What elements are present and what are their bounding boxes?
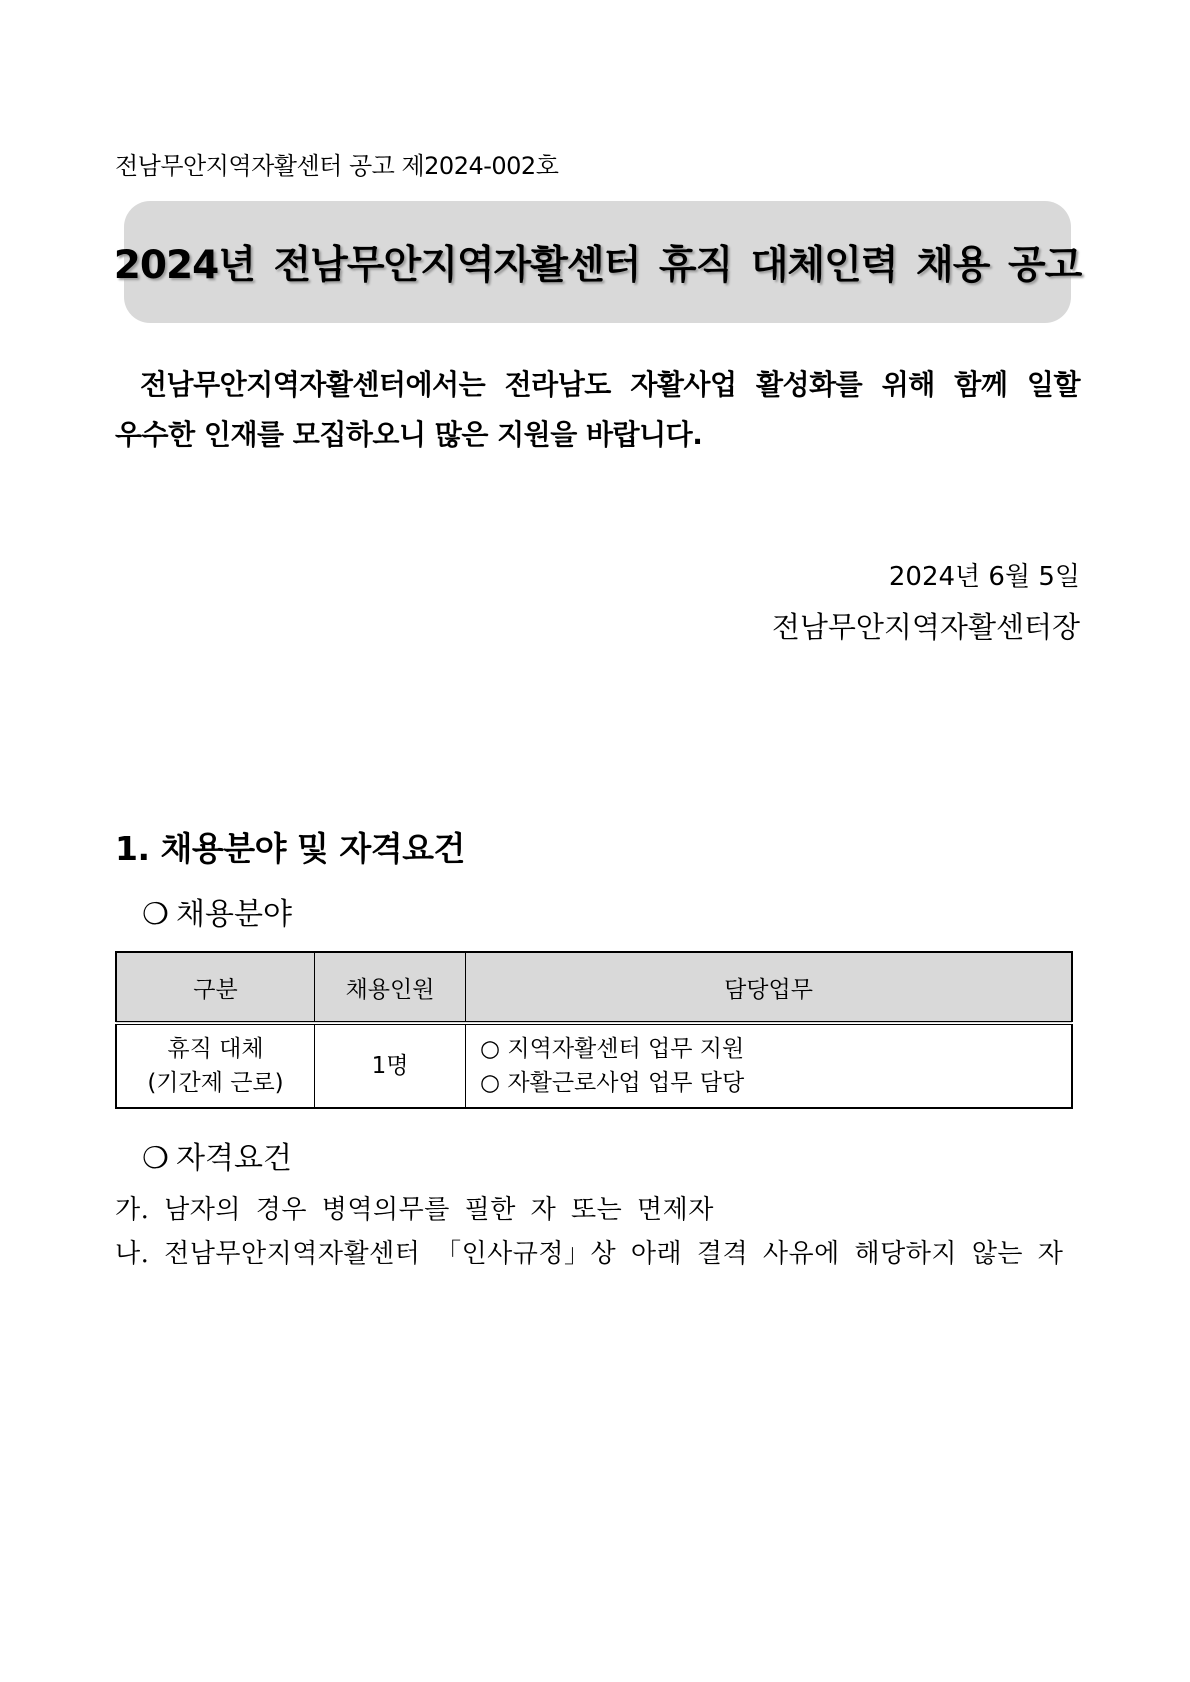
recruitment-table — [115, 951, 1073, 1109]
section-heading: 1. 채용분야 및 자격요건 — [115, 829, 465, 868]
bullet-icon: ❍ — [142, 897, 169, 932]
duty-item: ○ 자활근로사업 업무 담당 — [480, 1070, 745, 1096]
cell-category — [116, 1023, 315, 1108]
category-line-2: (기간제 근로) — [147, 1070, 284, 1096]
list-item: 나. 전남무안지역자활센터 「인사규정」상 아래 결격 사유에 해당하지 않는 자 — [115, 1239, 1064, 1269]
cell-count: 1명 — [315, 1023, 466, 1108]
notice-date: 2024년 6월 5일 — [888, 562, 1080, 592]
category-line-1: 휴직 대체 — [167, 1036, 264, 1062]
intro-paragraph — [115, 360, 1080, 460]
page-title: 2024년 전남무안지역자활센터 휴직 대체인력 채용 공고 — [113, 243, 1082, 288]
duty-item: ○ 지역자활센터 업무 지원 — [480, 1036, 745, 1062]
title-box — [113, 201, 1082, 323]
table-header-row — [116, 952, 1072, 1023]
sub-heading-label: 채용분야 — [176, 897, 292, 932]
cell-duties — [466, 1023, 1073, 1108]
sub-heading-fields — [142, 889, 292, 933]
bullet-icon: ❍ — [142, 1141, 169, 1176]
header-duties: 담당업무 — [466, 952, 1073, 1023]
intro-line-2: 우수한 인재를 모집하오니 많은 지원을 바랍니다. — [115, 418, 703, 451]
signer: 전남무안지역자활센터장 — [771, 610, 1080, 644]
list-item: 가. 남자의 경우 병역의무를 필한 자 또는 면제자 — [115, 1195, 714, 1225]
intro-line-1: 전남무안지역자활센터에서는 전라남도 자활사업 활성화를 위해 함께 일할 — [140, 368, 1080, 401]
table-row — [116, 1023, 1072, 1108]
header-count: 채용인원 — [315, 952, 466, 1023]
qualification-list — [115, 1188, 1063, 1276]
notice-number: 전남무안지역자활센터 공고 제2024-002호 — [115, 152, 559, 180]
sub-heading-label: 자격요건 — [176, 1141, 292, 1176]
header-category: 구분 — [116, 952, 315, 1023]
sub-heading-qualifications — [142, 1133, 292, 1177]
